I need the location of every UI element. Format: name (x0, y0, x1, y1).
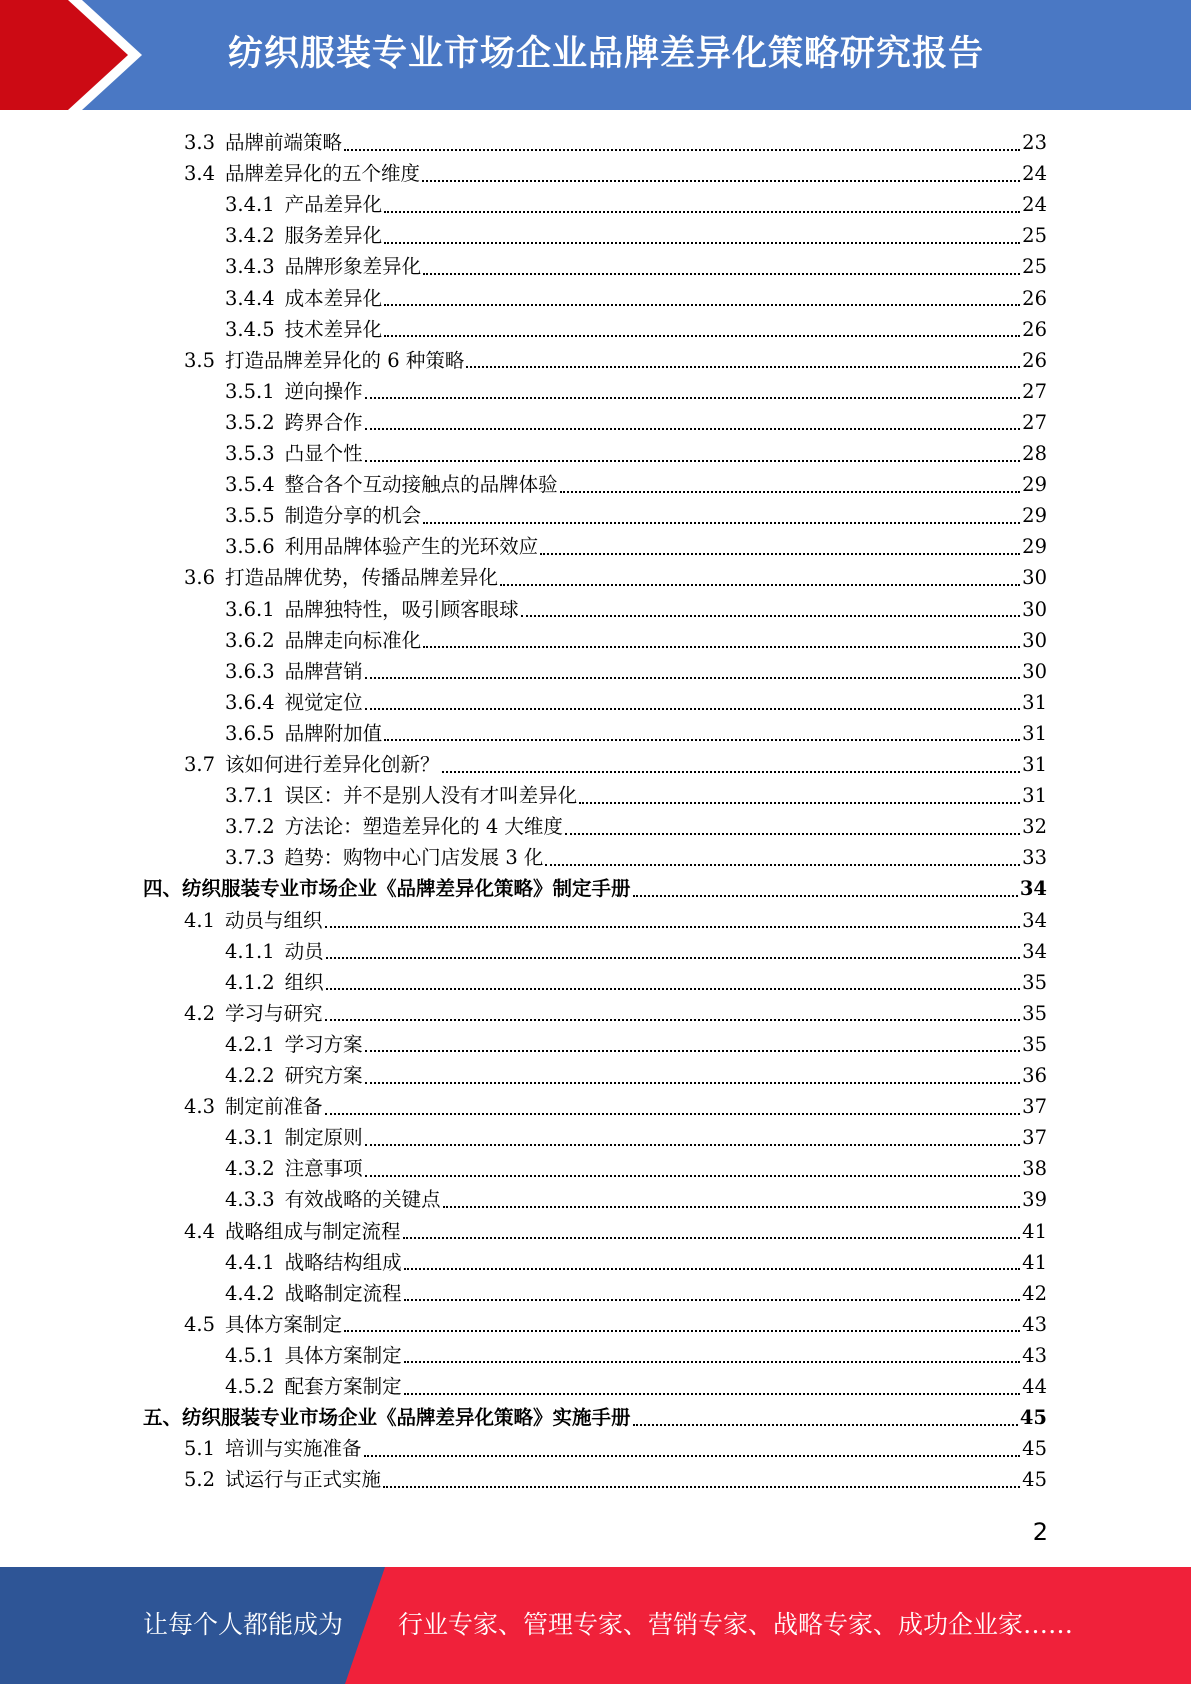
toc-entry-page: 44 (1022, 1375, 1047, 1398)
toc-entry-number: 3.6.5 (225, 721, 275, 745)
toc-entry-page: 45 (1022, 1437, 1047, 1461)
toc-dot-leader (423, 273, 1020, 275)
toc-entry-page: 38 (1022, 1157, 1047, 1181)
toc-entry-page: 28 (1022, 442, 1047, 465)
toc-entry[interactable] (225, 687, 1047, 718)
toc-entry-title: 五、纺织服装专业市场企业《品牌差异化策略》实施手册 (143, 1406, 631, 1430)
toc-entry-page: 39 (1022, 1188, 1047, 1212)
toc-entry[interactable] (225, 1184, 1047, 1215)
toc-entry-number: 3.5.6 (225, 535, 275, 559)
toc-entry-page: 34 (1022, 908, 1047, 932)
toc-entry-title: 具体方案制定 (225, 1312, 343, 1336)
toc-entry-title: 该如何进行差异化创新？ (225, 753, 440, 776)
toc-entry[interactable] (184, 1433, 1047, 1464)
toc-entry-number: 3.4.2 (225, 224, 275, 248)
toc-dot-leader (423, 646, 1020, 648)
toc-dot-leader (365, 397, 1021, 399)
toc-entry-number: 4.2.1 (225, 1032, 275, 1056)
toc-dot-leader (423, 522, 1020, 524)
toc-entry-number: 4.4.2 (225, 1281, 275, 1305)
toc-dot-leader (404, 1393, 1021, 1395)
toc-dot-leader (384, 211, 1020, 213)
toc-dot-leader (325, 926, 1021, 928)
toc-entry-number: 3.5 (184, 348, 216, 372)
toc-entry[interactable] (143, 873, 1047, 904)
toc-entry-title: 方法论：塑造差异化的 4 大维度 (284, 815, 563, 839)
toc-dot-leader (365, 708, 1021, 710)
toc-entry-title: 品牌走向标准化 (284, 628, 422, 652)
toc-entry[interactable] (184, 1309, 1047, 1340)
toc-entry-page: 34 (1022, 939, 1047, 963)
toc-entry-title: 战略结构组成 (284, 1250, 402, 1274)
toc-entry[interactable] (225, 1340, 1047, 1371)
toc-entry-number: 5.2 (184, 1468, 216, 1492)
toc-entry-page: 30 (1022, 659, 1047, 683)
toc-entry[interactable] (184, 562, 1047, 593)
toc-entry-title: 趋势：购物中心门店发展 3 化 (284, 846, 544, 870)
toc-entry[interactable] (184, 158, 1047, 189)
toc-entry-number: 3.5.4 (225, 473, 275, 497)
toc-entry[interactable] (225, 407, 1047, 438)
toc-entry-page: 37 (1022, 1126, 1047, 1150)
toc-entry-page: 31 (1022, 690, 1047, 714)
toc-entry-page: 24 (1022, 162, 1047, 186)
toc-entry[interactable] (225, 1122, 1047, 1153)
toc-entry-page: 25 (1022, 255, 1047, 279)
toc-dot-leader (365, 677, 1021, 679)
toc-dot-leader (326, 988, 1021, 990)
toc-entry-title: 具体方案制定 (284, 1343, 402, 1367)
toc-entry-page: 29 (1022, 535, 1047, 559)
toc-entry-number: 3.6.2 (225, 628, 275, 652)
toc-entry-number: 3.5.3 (225, 442, 275, 465)
toc-entry-number: 3.6.3 (225, 659, 275, 683)
toc-entry[interactable] (225, 842, 1047, 873)
toc-entry-title: 战略制定流程 (284, 1281, 402, 1305)
toc-entry[interactable] (184, 998, 1047, 1029)
toc-entry-page: 45 (1022, 1468, 1047, 1492)
toc-entry[interactable] (225, 656, 1047, 687)
toc-entry-page: 35 (1022, 970, 1047, 994)
toc-entry[interactable] (143, 1402, 1047, 1433)
toc-entry-title: 动员 (284, 939, 324, 963)
toc-entry-title: 视觉定位 (284, 690, 363, 714)
toc-dot-leader (365, 1050, 1021, 1052)
toc-dot-leader (384, 304, 1020, 306)
toc-entry-title: 制定前准备 (225, 1095, 323, 1119)
toc-dot-leader (443, 1206, 1021, 1208)
toc-entry-page: 41 (1022, 1250, 1047, 1274)
toc-entry-number: 4.2.2 (225, 1064, 275, 1087)
toc-entry-title: 利用品牌体验产生的光环效应 (284, 535, 539, 559)
toc-dot-leader (325, 1113, 1021, 1115)
toc-entry-number: 3.4.5 (225, 317, 275, 341)
toc-entry-number: 5.1 (184, 1437, 216, 1461)
footer-slogan-left: 让每个人都能成为 (143, 1610, 344, 1639)
toc-entry-title: 打造品牌优势，传播品牌差异化 (225, 566, 499, 590)
toc-entry-number: 3.4.4 (225, 286, 275, 310)
toc-dot-leader (633, 895, 1018, 897)
toc-entry-page: 45 (1019, 1406, 1047, 1430)
toc-dot-leader (364, 1455, 1021, 1457)
toc-dot-leader (560, 491, 1021, 493)
toc-entry[interactable] (184, 749, 1047, 780)
toc-entry[interactable] (225, 251, 1047, 282)
toc-entry-page: 31 (1022, 753, 1047, 776)
toc-dot-leader (442, 771, 1021, 773)
toc-entry-number: 3.3 (184, 131, 216, 154)
toc-entry-title: 跨界合作 (284, 410, 363, 434)
toc-entry-number: 4.3.1 (225, 1126, 275, 1150)
toc-dot-leader (384, 739, 1020, 741)
toc-entry[interactable] (225, 283, 1047, 314)
toc-dot-leader (521, 615, 1021, 617)
toc-entry-number: 4.3.3 (225, 1188, 275, 1212)
toc-entry-title: 学习方案 (284, 1032, 363, 1056)
toc-dot-leader (422, 180, 1020, 182)
toc-entry-number: 4.1 (184, 908, 216, 932)
toc-entry-page: 26 (1022, 317, 1047, 341)
toc-entry-title: 四、纺织服装专业市场企业《品牌差异化策略》制定手册 (143, 877, 631, 901)
toc-entry-page: 27 (1022, 410, 1047, 434)
toc-entry-title: 品牌前端策略 (225, 131, 343, 154)
toc-dot-leader (384, 242, 1020, 244)
page-footer (0, 1567, 1191, 1684)
toc-entry-number: 3.7 (184, 753, 216, 776)
toc-dot-leader (404, 1361, 1021, 1363)
toc-entry[interactable] (225, 314, 1047, 345)
toc-dot-leader (326, 957, 1021, 959)
toc-dot-leader (344, 149, 1020, 151)
toc-entry-title: 品牌独特性，吸引顾客眼球 (284, 597, 519, 621)
toc-entry[interactable] (225, 811, 1047, 842)
toc-entry[interactable] (225, 376, 1047, 407)
toc-entry[interactable] (225, 718, 1047, 749)
toc-entry-number: 3.7.3 (225, 846, 275, 870)
toc-entry-title: 注意事项 (284, 1157, 363, 1181)
toc-entry-page: 29 (1022, 473, 1047, 497)
toc-dot-leader (545, 864, 1020, 866)
toc-entry[interactable] (184, 345, 1047, 376)
toc-dot-leader (325, 1019, 1021, 1021)
page-number: 2 (1032, 1518, 1048, 1546)
toc-entry-page: 42 (1022, 1281, 1047, 1305)
toc-entry-page: 31 (1022, 784, 1047, 808)
toc-entry-page: 26 (1022, 286, 1047, 310)
toc-entry-number: 3.5.2 (225, 410, 275, 434)
toc-dot-leader (403, 1237, 1021, 1239)
toc-dot-leader (404, 1268, 1021, 1270)
toc-entry-number: 4.3.2 (225, 1157, 275, 1181)
toc-entry-page: 33 (1022, 846, 1047, 870)
toc-entry-title: 凸显个性 (284, 442, 363, 465)
toc-entry-page: 30 (1022, 566, 1047, 590)
toc-entry[interactable] (225, 500, 1047, 531)
toc-entry-page: 34 (1019, 877, 1047, 901)
toc-entry-title: 动员与组织 (225, 908, 323, 932)
toc-entry-title: 制造分享的机会 (284, 504, 422, 528)
toc-entry-page: 26 (1022, 348, 1047, 372)
toc-entry-number: 4.5.2 (225, 1375, 275, 1398)
toc-entry-page: 35 (1022, 1032, 1047, 1056)
toc-entry-title: 品牌附加值 (284, 721, 383, 745)
toc-entry[interactable] (225, 594, 1047, 625)
header-title: 纺织服装专业市场企业品牌差异化策略研究报告 (228, 34, 985, 74)
toc-entry-number: 3.7.2 (225, 815, 275, 839)
toc-entry-number: 4.3 (184, 1095, 216, 1119)
toc-dot-leader (466, 366, 1020, 368)
toc-entry-title: 误区：并不是别人没有才叫差异化 (284, 784, 578, 808)
toc-entry-title: 培训与实施准备 (225, 1437, 362, 1461)
toc-entry-number: 3.4.1 (225, 193, 275, 217)
toc-entry-title: 研究方案 (284, 1064, 363, 1087)
toc-entry[interactable] (225, 189, 1047, 220)
toc-entry-number: 3.4.3 (225, 255, 275, 279)
toc-entry[interactable] (184, 1216, 1047, 1247)
toc-dot-leader (344, 1330, 1020, 1332)
toc-entry[interactable] (225, 1371, 1047, 1402)
toc-entry-number: 3.7.1 (225, 784, 275, 808)
toc-entry[interactable] (225, 1278, 1047, 1309)
toc-entry[interactable] (225, 936, 1047, 967)
toc-entry-page: 37 (1022, 1095, 1047, 1119)
toc-entry-title: 试运行与正式实施 (225, 1468, 382, 1492)
toc-entry-page: 30 (1022, 628, 1047, 652)
toc-entry-title: 品牌营销 (284, 659, 363, 683)
toc-entry-number: 4.5 (184, 1312, 216, 1336)
toc-entry-title: 技术差异化 (284, 317, 383, 341)
toc-dot-leader (579, 802, 1020, 804)
toc-entry-title: 学习与研究 (225, 1001, 323, 1025)
toc-entry[interactable] (225, 1060, 1047, 1091)
toc-entry-title: 逆向操作 (284, 379, 363, 403)
toc-entry-title: 整合各个互动接触点的品牌体验 (284, 473, 558, 497)
toc-dot-leader (633, 1424, 1018, 1426)
toc-entry-title: 配套方案制定 (284, 1375, 402, 1398)
toc-entry[interactable] (225, 531, 1047, 562)
toc-entry-title: 制定原则 (284, 1126, 363, 1150)
toc-entry[interactable] (225, 438, 1047, 469)
toc-entry[interactable] (225, 1153, 1047, 1184)
toc-entry[interactable] (184, 1091, 1047, 1122)
toc-entry-title: 品牌差异化的五个维度 (225, 162, 421, 186)
toc-entry-title: 品牌形象差异化 (284, 255, 422, 279)
toc-entry-page: 35 (1022, 1001, 1047, 1025)
toc-entry-page: 43 (1022, 1312, 1047, 1336)
footer-slogan-right: 行业专家、管理专家、营销专家、战略专家、成功企业家…… (398, 1610, 1074, 1639)
toc-entry-number: 4.1.2 (225, 970, 275, 994)
toc-entry-title: 服务差异化 (284, 224, 383, 248)
toc-dot-leader (384, 335, 1020, 337)
toc-entry-number: 3.6.4 (225, 690, 275, 714)
toc-entry-page: 36 (1022, 1064, 1047, 1087)
toc-dot-leader (383, 1486, 1020, 1488)
page-header (0, 0, 1191, 110)
toc-entry-title: 有效战略的关键点 (284, 1188, 441, 1212)
toc-entry-title: 成本差异化 (284, 286, 383, 310)
toc-entry[interactable] (184, 905, 1047, 936)
toc-entry-number: 3.6 (184, 566, 216, 590)
toc-entry-page: 23 (1022, 131, 1047, 154)
toc-entry-title: 战略组成与制定流程 (225, 1219, 401, 1243)
toc-entry-page: 27 (1022, 379, 1047, 403)
toc-entry-number: 3.5.5 (225, 504, 275, 528)
toc-entry-number: 3.5.1 (225, 379, 275, 403)
toc-entry-number: 4.5.1 (225, 1343, 275, 1367)
toc-dot-leader (365, 1175, 1021, 1177)
toc-entry-number: 4.2 (184, 1001, 216, 1025)
toc-entry-number: 4.1.1 (225, 939, 275, 963)
toc-dot-leader (365, 428, 1021, 430)
toc-entry-title: 产品差异化 (284, 193, 383, 217)
toc-entry[interactable] (225, 780, 1047, 811)
toc-entry-page: 43 (1022, 1343, 1047, 1367)
toc-entry-page: 31 (1022, 721, 1047, 745)
toc-entry-number: 3.6.1 (225, 597, 275, 621)
toc-entry[interactable] (184, 127, 1047, 158)
toc-entry[interactable] (225, 1029, 1047, 1060)
toc-entry[interactable] (225, 967, 1047, 998)
toc-dot-leader (365, 460, 1021, 462)
toc-entry-number: 3.4 (184, 162, 216, 186)
toc-entry-page: 30 (1022, 597, 1047, 621)
toc-entry-page: 24 (1022, 193, 1047, 217)
toc-dot-leader (540, 553, 1020, 555)
toc-entry-page: 41 (1022, 1219, 1047, 1243)
toc-entry-number: 4.4.1 (225, 1250, 275, 1274)
toc-dot-leader (404, 1299, 1021, 1301)
toc-entry[interactable] (225, 625, 1047, 656)
toc-dot-leader (565, 833, 1020, 835)
toc-entry-page: 32 (1022, 815, 1047, 839)
toc-entry[interactable] (225, 220, 1047, 251)
toc-dot-leader (365, 1144, 1021, 1146)
toc-entry-page: 25 (1022, 224, 1047, 248)
toc-entry-number: 4.4 (184, 1219, 216, 1243)
toc-entry-title: 打造品牌差异化的 6 种策略 (225, 348, 465, 372)
toc-entry[interactable] (225, 1247, 1047, 1278)
toc-entry[interactable] (225, 469, 1047, 500)
toc-entry-page: 29 (1022, 504, 1047, 528)
toc-entry-title: 组织 (284, 970, 324, 994)
toc-entry[interactable] (184, 1464, 1047, 1495)
toc-dot-leader (500, 584, 1020, 586)
header-chevron-decoration (0, 0, 150, 110)
toc-dot-leader (365, 1082, 1021, 1084)
